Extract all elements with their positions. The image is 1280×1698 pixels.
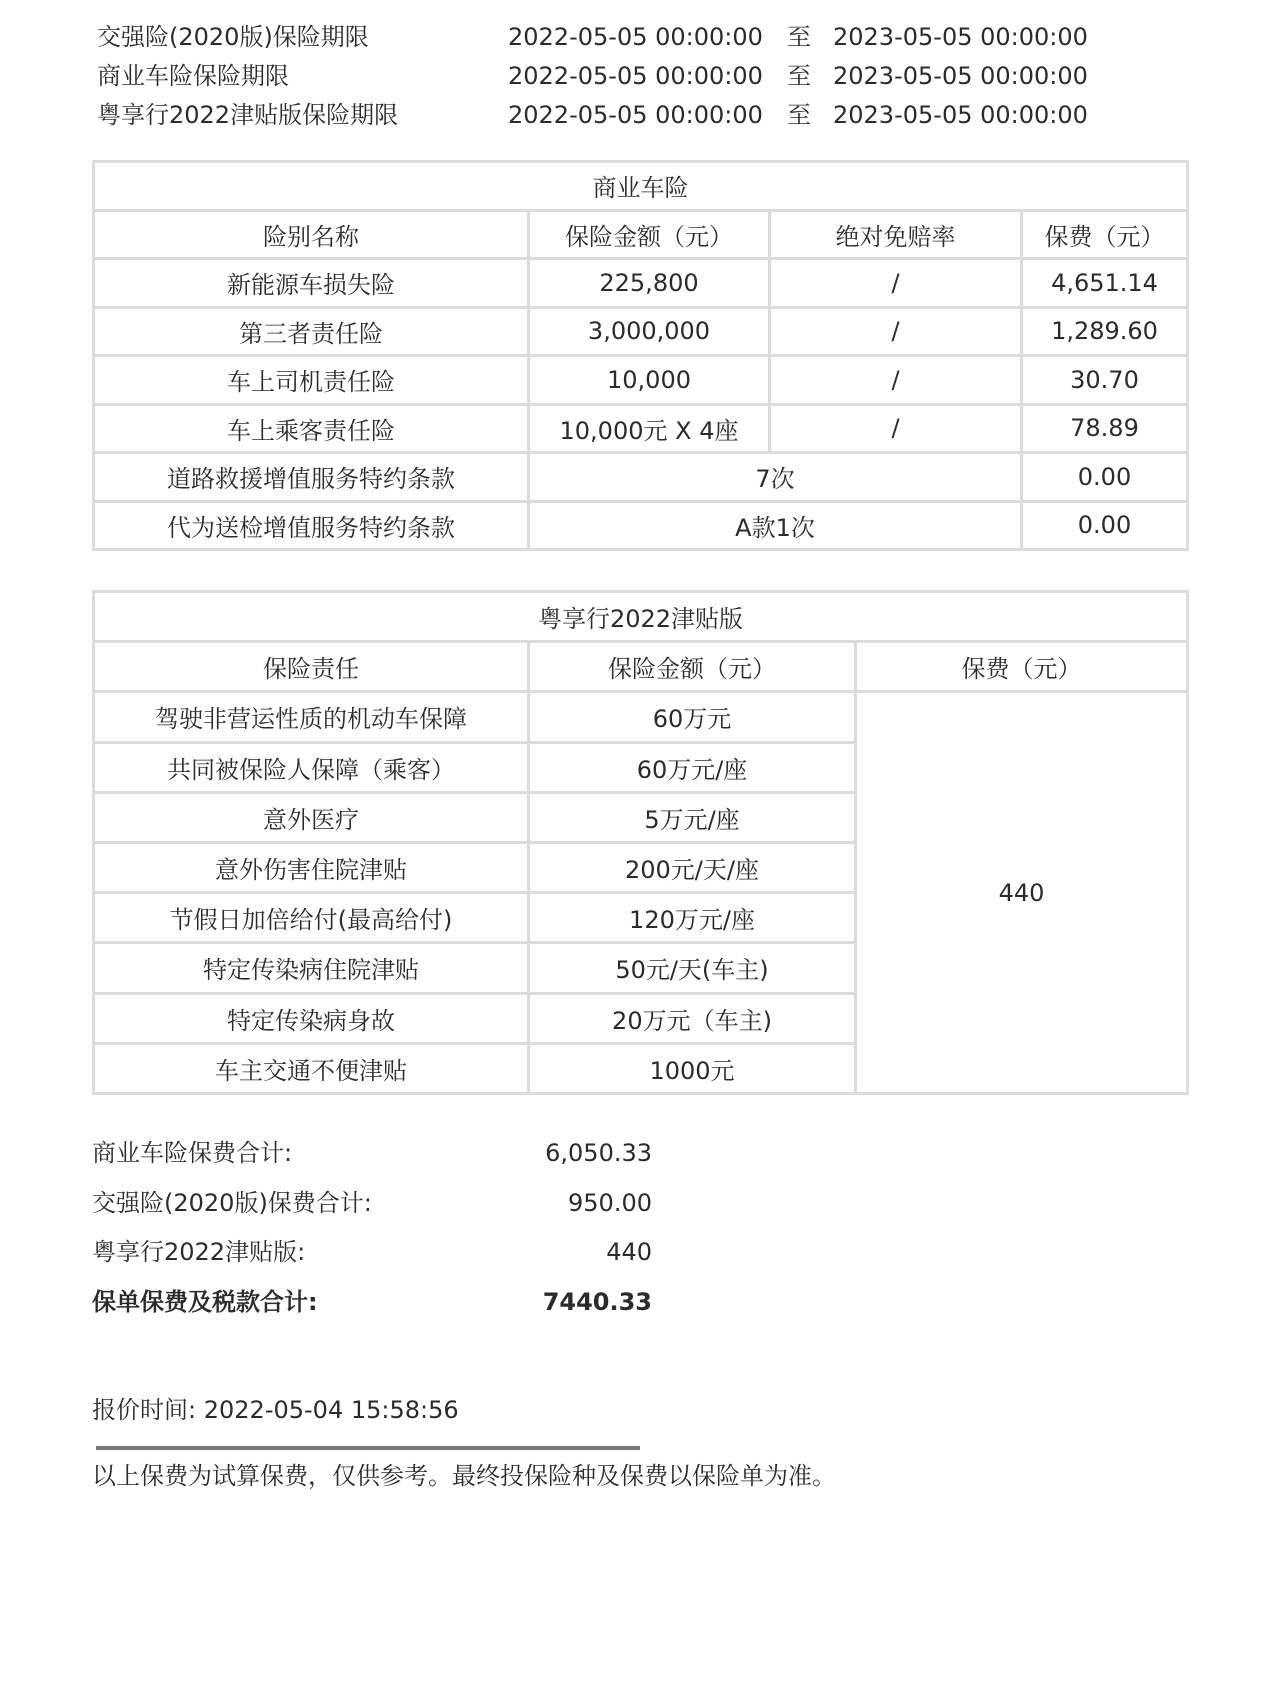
premium: 1,289.60 [1022,307,1188,356]
liability-name: 意外伤害住院津贴 [94,842,529,892]
insurance-periods [97,18,1197,135]
coverage-amount: 225,800 [529,259,770,308]
period-name: 交强险(2020版)保险期限 [97,23,369,51]
column-header: 保费（元） [856,642,1188,692]
liability-amount: 120万元/座 [529,893,856,943]
total-row [92,1179,652,1229]
table-row [94,692,1188,742]
liability-name: 车主交通不便津贴 [94,1043,529,1093]
liability-name: 节假日加倍给付(最高给付) [94,893,529,943]
column-header: 保险责任 [94,642,529,692]
table-row [94,259,1188,308]
commercial-insurance-table [92,160,1189,551]
table-title: 粤享行2022津贴版 [94,592,1188,642]
total-value: 6,050.33 [545,1139,652,1167]
premium: 4,651.14 [1022,259,1188,308]
premium: 78.89 [1022,404,1188,453]
liability-amount: 5万元/座 [529,792,856,842]
table-row [94,501,1188,550]
period-row [97,57,1197,96]
liability-amount: 200元/天/座 [529,842,856,892]
liability-name: 特定传染病身故 [94,993,529,1043]
grand-total-label: 保单保费及税款合计: [92,1287,318,1316]
period-end: 2023-05-05 00:00:00 [833,101,1088,129]
column-header: 保险金额（元） [529,210,770,259]
liability-amount: 20万元（车主) [529,993,856,1043]
table-header-row [94,210,1188,259]
total-value: 950.00 [568,1188,652,1217]
period-start: 2022-05-05 00:00:00 [508,62,763,90]
period-end: 2023-05-05 00:00:00 [833,62,1088,90]
period-start: 2022-05-05 00:00:00 [508,23,763,51]
table-row [94,453,1188,502]
liability-name: 驾驶非营运性质的机动车保障 [94,692,529,742]
period-name: 粤享行2022津贴版保险期限 [97,101,399,129]
total-row [92,1129,652,1179]
premium: 0.00 [1022,501,1188,550]
total-label: 交强险(2020版)保费合计: [92,1188,372,1217]
coverage-name: 车上司机责任险 [94,356,529,405]
column-header: 险别名称 [94,210,529,259]
liability-name: 意外医疗 [94,792,529,842]
deductible-rate: / [770,404,1022,453]
coverage-amount: 10,000 [529,356,770,405]
period-to: 至 [787,101,811,129]
period-name: 商业车险保险期限 [97,62,289,90]
total-value: 440 [606,1238,652,1266]
period-to: 至 [787,23,811,51]
total-row [92,1228,652,1278]
coverage-name: 新能源车损失险 [94,259,529,308]
yxx-insurance-table [92,590,1189,1095]
coverage-amount: 3,000,000 [529,307,770,356]
table-header-row [94,642,1188,692]
table-row [94,404,1188,453]
service-detail: A款1次 [529,501,1022,550]
liability-amount: 60万元/座 [529,742,856,792]
yxx-premium: 440 [856,692,1188,1094]
total-label: 商业车险保费合计: [92,1139,293,1167]
column-header: 保险金额（元） [529,642,856,692]
column-header: 绝对免赔率 [770,210,1022,259]
table-row [94,356,1188,405]
premium: 30.70 [1022,356,1188,405]
total-label: 粤享行2022津贴版: [92,1238,306,1266]
period-to: 至 [787,62,811,90]
disclaimer-text: 以上保费为试算保费，仅供参考。最终投保险种及保费以保险单为准。 [92,1462,836,1490]
liability-amount: 1000元 [529,1043,856,1093]
deductible-rate: / [770,307,1022,356]
deductible-rate: / [770,259,1022,308]
grand-total-row [92,1278,652,1328]
premium-totals [92,1129,652,1327]
service-detail: 7次 [529,453,1022,502]
period-row [97,18,1197,57]
grand-total-value: 7440.33 [542,1287,652,1316]
coverage-amount: 10,000元 X 4座 [529,404,770,453]
coverage-name: 车上乘客责任险 [94,404,529,453]
table-title: 商业车险 [94,162,1188,211]
service-name: 代为送检增值服务特约条款 [94,501,529,550]
column-header: 保费（元） [1022,210,1188,259]
period-start: 2022-05-05 00:00:00 [508,101,763,129]
liability-name: 共同被保险人保障（乘客） [94,742,529,792]
quote-time-label: 报价时间: [92,1396,197,1424]
divider [96,1446,640,1450]
premium: 0.00 [1022,453,1188,502]
period-end: 2023-05-05 00:00:00 [833,23,1088,51]
liability-amount: 60万元 [529,692,856,742]
deductible-rate: / [770,356,1022,405]
period-row [97,96,1197,135]
table-row [94,307,1188,356]
liability-name: 特定传染病住院津贴 [94,943,529,993]
quote-time-value: 2022-05-04 15:58:56 [203,1396,459,1424]
service-name: 道路救援增值服务特约条款 [94,453,529,502]
liability-amount: 50元/天(车主) [529,943,856,993]
coverage-name: 第三者责任险 [94,307,529,356]
quote-time [92,1392,459,1428]
